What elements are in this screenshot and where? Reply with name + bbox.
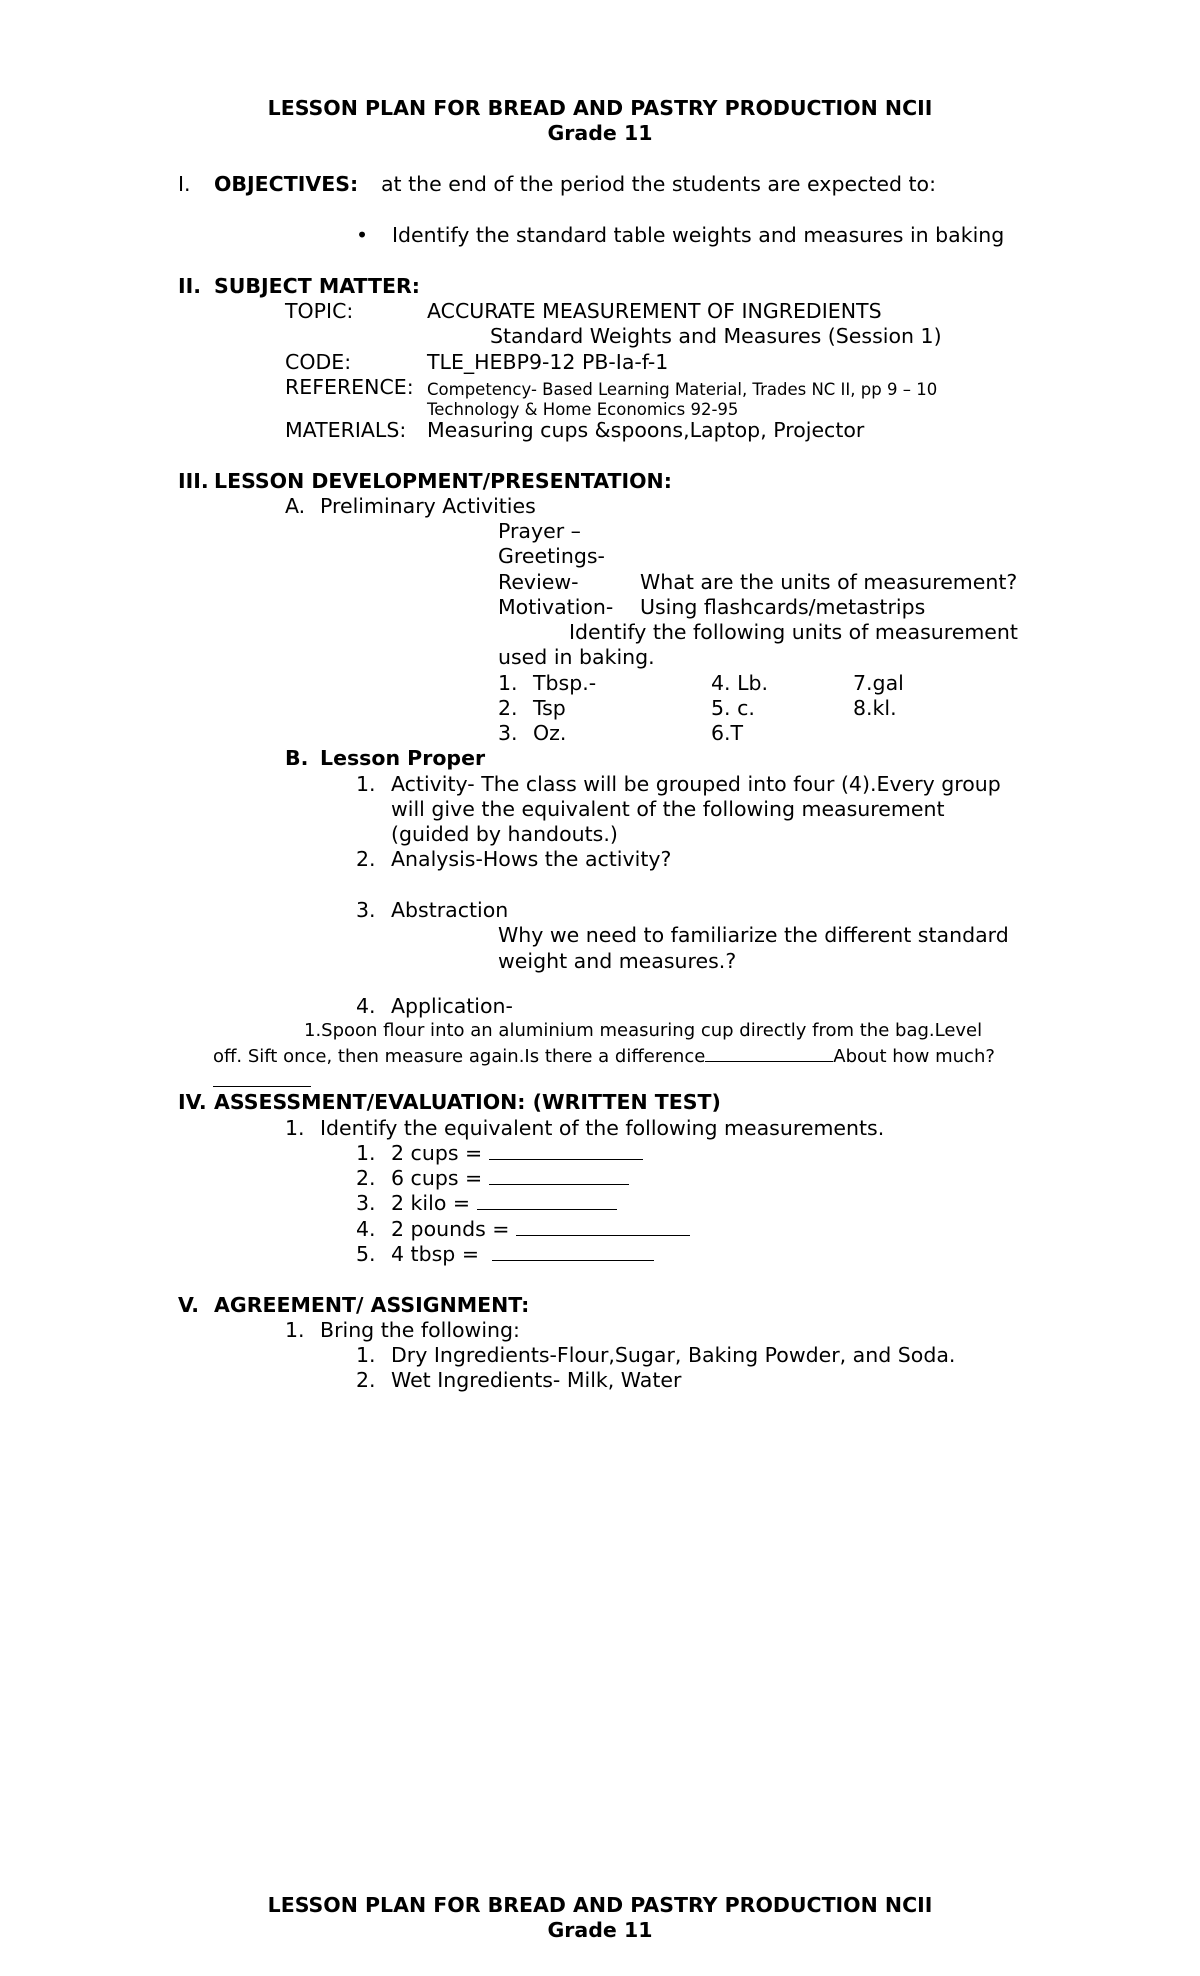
unit-item: 7.gal (853, 671, 904, 695)
bullet-icon: • (356, 223, 369, 247)
assignment-item-number: 2. (356, 1368, 376, 1392)
assignment-item-number: 1. (356, 1343, 376, 1367)
subject-matter-heading: SUBJECT MATTER: (214, 274, 420, 298)
code-value: TLE_HEBP9-12 PB-Ia-f-1 (427, 350, 669, 374)
reference-line-2: Technology & Home Economics 92-95 (427, 400, 739, 419)
answer-blank (489, 1141, 643, 1160)
unit-number: 3. (498, 721, 518, 745)
topic-value: ACCURATE MEASUREMENT OF INGREDIENTS (427, 299, 882, 323)
test-item-text: 2 pounds = (391, 1217, 510, 1241)
test-item (391, 1217, 690, 1242)
test-item (391, 1141, 643, 1166)
test-item (391, 1242, 654, 1267)
test-item-text: 2 cups = (391, 1141, 483, 1165)
greetings-label: Greetings- (498, 544, 605, 568)
assignment-item: Wet Ingredients- Milk, Water (391, 1368, 682, 1392)
unit-item: 4. Lb. (711, 671, 769, 695)
application-text-part: About how much? (833, 1046, 995, 1067)
prayer-label: Prayer – (498, 519, 581, 543)
unit-item: Tsp (533, 696, 566, 720)
test-item-text: 2 kilo = (391, 1191, 471, 1215)
answer-blank (492, 1242, 654, 1261)
application-text-line-1: 1.Spoon flour into an aluminium measuring cup directly from the bag.Level (304, 1020, 983, 1041)
unit-number: 2. (498, 696, 518, 720)
application-text-part: off. Sift once, then measure again.Is there a difference (213, 1046, 706, 1067)
application-number: 4. (356, 994, 376, 1018)
activity-line-3: (guided by handouts.) (391, 822, 618, 846)
assignment-item: Dry Ingredients-Flour,Sugar, Baking Powder, and Soda. (391, 1343, 956, 1367)
subtopic-value: Standard Weights and Measures (Session 1) (490, 324, 942, 348)
activity-line-2: will give the equivalent of the following measurement (391, 797, 945, 821)
test-item (391, 1166, 629, 1191)
motivation-text: Using flashcards/metastrips (640, 595, 926, 619)
objectives-heading: OBJECTIVES: (214, 172, 359, 196)
sub-a-marker: A. (285, 494, 306, 518)
test-item-text: 6 cups = (391, 1166, 483, 1190)
code-label: CODE: (285, 350, 352, 374)
unit-item: 6.T (711, 721, 744, 745)
section-iii-numeral: III. (178, 469, 209, 493)
answer-blank (705, 1043, 833, 1062)
test-item-number: 4. (356, 1217, 376, 1241)
abstraction-question-line-1: Why we need to familiarize the different standard (498, 923, 1009, 947)
section-iv-numeral: IV. (178, 1090, 207, 1114)
analysis-text: Analysis-Hows the activity? (391, 847, 672, 871)
preliminary-activities-label: Preliminary Activities (320, 494, 536, 518)
reference-label: REFERENCE: (285, 375, 414, 399)
materials-value: Measuring cups &spoons,Laptop, Projector (427, 418, 865, 442)
assessment-instruction-number: 1. (285, 1116, 305, 1140)
abstraction-number: 3. (356, 898, 376, 922)
activity-line-1: Activity- The class will be grouped into four (4).Every group (391, 772, 1001, 796)
motivation-label: Motivation- (498, 595, 614, 619)
materials-label: MATERIALS: (285, 418, 407, 442)
sub-b-marker: B. (285, 746, 309, 770)
objective-item: Identify the standard table weights and measures in baking (392, 223, 1005, 247)
footer-grade: Grade 11 (547, 1918, 653, 1942)
unit-item: Oz. (533, 721, 567, 745)
answer-blank (213, 1068, 311, 1087)
grade-label: Grade 11 (547, 121, 653, 145)
analysis-number: 2. (356, 847, 376, 871)
review-label: Review- (498, 570, 579, 594)
footer-title: LESSON PLAN FOR BREAD AND PASTRY PRODUCTION NCII (267, 1893, 933, 1917)
assessment-instruction: Identify the equivalent of the following measurements. (320, 1116, 885, 1140)
review-text: What are the units of measurement? (640, 570, 1018, 594)
identify-text-line-1: Identify the following units of measurement (569, 620, 1018, 644)
activity-number: 1. (356, 772, 376, 796)
answer-blank (477, 1191, 617, 1210)
agreement-instruction-number: 1. (285, 1318, 305, 1342)
section-i-numeral: I. (178, 172, 191, 196)
unit-item: 8.kl. (853, 696, 897, 720)
test-item-text: 4 tbsp = (391, 1242, 479, 1266)
application-text-line-2 (213, 1043, 995, 1068)
abstraction-label: Abstraction (391, 898, 509, 922)
lesson-development-heading: LESSON DEVELOPMENT/PRESENTATION: (214, 469, 672, 493)
test-item-number: 3. (356, 1191, 376, 1215)
page-title: LESSON PLAN FOR BREAD AND PASTRY PRODUCTION NCII (267, 96, 933, 120)
test-item-number: 2. (356, 1166, 376, 1190)
topic-label: TOPIC: (285, 299, 354, 323)
section-v-numeral: V. (178, 1293, 200, 1317)
test-item-number: 1. (356, 1141, 376, 1165)
assessment-heading: ASSESSMENT/EVALUATION: (WRITTEN TEST) (214, 1090, 721, 1114)
test-item-number: 5. (356, 1242, 376, 1266)
reference-line-1: Competency- Based Learning Material, Trades NC II, pp 9 – 10 (427, 380, 938, 399)
answer-blank (489, 1166, 629, 1185)
identify-text-line-2: used in baking. (498, 645, 655, 669)
unit-item: 5. c. (711, 696, 755, 720)
abstraction-question-line-2: weight and measures.? (498, 949, 737, 973)
application-label: Application- (391, 994, 513, 1018)
objectives-intro: at the end of the period the students are expected to: (381, 172, 937, 196)
unit-item: Tbsp.- (533, 671, 597, 695)
lesson-proper-label: Lesson Proper (320, 746, 486, 770)
answer-blank (516, 1217, 690, 1236)
unit-number: 1. (498, 671, 518, 695)
section-ii-numeral: II. (178, 274, 202, 298)
agreement-heading: AGREEMENT/ ASSIGNMENT: (214, 1293, 530, 1317)
test-item (391, 1191, 617, 1216)
agreement-instruction: Bring the following: (320, 1318, 520, 1342)
